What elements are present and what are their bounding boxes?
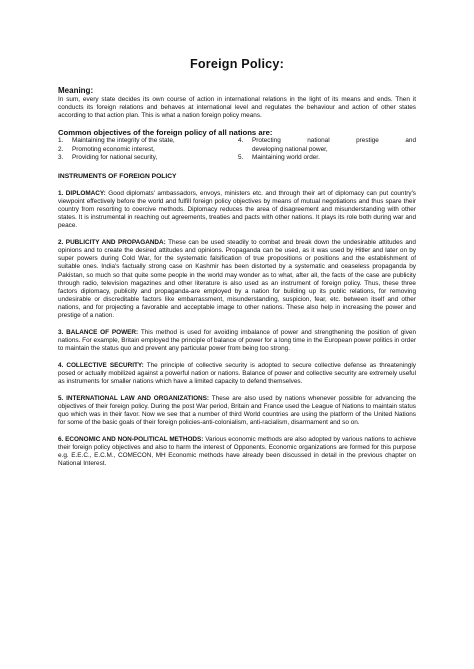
- instrument-paragraph-collective-security: [58, 362, 416, 386]
- instrument-label: 3. BALANCE OF POWER:: [58, 328, 139, 336]
- objectives-heading: Common objectives of the foreign policy of all nations are:: [58, 128, 273, 138]
- objective-number: 5.: [238, 153, 244, 161]
- instrument-text: Various economic methods are also adopted by various nations to achieve their foreign policy objectives and also to harm the interest of Opponents. Economic organizations are formed for this purpose e.g. E.E.C., E.C.M., COMECON, MH Economic methods have already been discussed in detail in the previous chapter on National Interest.: [58, 435, 416, 468]
- meaning-heading: Meaning:: [58, 86, 94, 95]
- meaning-text: In sum, every state decides its own course of action in international relations in the light of its means and ends. Then it conducts its foreign relations and behaves at international level and regulates the behaviour and action of other states according to that action plan. This is what a nation foreign policy means.: [58, 96, 416, 120]
- instrument-text: These are also used by nations whenever possible for advancing the objectives of their foreign policy. During the post War period, Britain and France used the League of Nations to maintain status quo which was in their favor. Now we see that a number of third World countries are using the platform of the United Nations for some of the basic goals of their foreign policies-anti-colonialism, anti-racialism, disarmament and so on.: [58, 394, 416, 427]
- objectives-list: [58, 137, 416, 161]
- objective-text: Protecting national prestige and: [252, 137, 416, 145]
- instrument-text: This method is used for avoiding imbalance of power and strengthening the position of given nations. For example, Britain employed the principle of balance of power for a long time in the European power politics in order to maintain the status quo and prevent any particular power from being too strong.: [58, 328, 416, 353]
- instrument-text: Good diplomats' ambassadors, envoys, ministers etc. and through their art of diplomacy can put country's viewpoint effectively before the world and fulfill foreign policy objectives by means of mutual negotiations and thus spare their country from resorting to coercive methods. Diplomacy reduces the area of disagreement and misunderstanding with other states. It is instrumental in reaching out agreements, treaties and pacts with other nations. It plays its role both during war and peace.: [58, 189, 416, 230]
- objective-item: [58, 146, 238, 154]
- objective-text: Providing for national security,: [72, 153, 158, 161]
- objective-item: [238, 137, 416, 145]
- objective-number: 2.: [58, 145, 64, 153]
- objective-item: [238, 146, 416, 154]
- instruments-heading: INSTRUMENTS OF FOREIGN POLICY: [58, 172, 177, 180]
- page-title: Foreign Policy:: [190, 57, 284, 71]
- instrument-text: These can be used steadily to combat and break down the undesirable attitudes and opinions and to create the desired attitudes and opinions. Propaganda can be used, as it was used by Hitler and later on by super powers during Cold War, for the systematic falsification of true propositions or positions and the establishment of suitable ones. India's factually strong case on Kashmir has been distorted by a systematic and ceaseless propaganda by Pakistan, so much so that quite some people in the world may wonder as to what, after all, the facts of the case are publicity through radio, television magazines and other literature is also used as an instrument of foreign policy. Thus, these three factors diplomacy, publicity and propaganda-are employed by a nation for building up its public relations, for removing undesirable or discreditable factors like embarrassment, misunderstanding, suspicion, fear, etc. between itself and other nations, and for projecting a favorable and acceptable image to other nations. These also help in increasing the power and prestige of a nation.: [58, 238, 416, 320]
- objective-item: [58, 137, 238, 145]
- objective-text: Maintaining the integrity of the state,: [72, 137, 175, 145]
- objective-text: Maintaining world order.: [252, 153, 320, 161]
- instrument-paragraph-diplomacy: [58, 190, 416, 231]
- objective-number: [238, 146, 252, 154]
- objective-text: Promoting economic interest,: [72, 145, 155, 153]
- instrument-label: 6. ECONOMIC AND NON-POLITICAL METHODS:: [58, 435, 204, 443]
- objective-item: [238, 154, 416, 162]
- instrument-label: 5. INTERNATIONAL LAW AND ORGANIZATIONS:: [58, 394, 210, 402]
- instrument-label: 1. DIPLOMACY:: [58, 189, 106, 197]
- objective-text: developing national power,: [252, 145, 328, 153]
- instrument-paragraph-balance-of-power: [58, 329, 416, 353]
- objective-number: 4.: [238, 137, 244, 145]
- instrument-paragraph-economic-methods: [58, 436, 416, 469]
- instrument-paragraph-publicity: [58, 239, 416, 321]
- objective-item: [58, 154, 238, 162]
- instrument-text: The principle of collective security is adopted to secure collective defense as threateningly posed or actually mobilized against a powerful nation or nations. Balance of power and collective security are extremely useful as instruments for smaller nations which have a limited capacity to defend themselves.: [58, 361, 416, 386]
- objective-number: 1.: [58, 137, 64, 145]
- instrument-label: 2. PUBLICITY AND PROPAGANDA:: [58, 238, 166, 246]
- objective-number: 3.: [58, 153, 64, 161]
- instrument-label: 4. COLLECTIVE SECURITY:: [58, 361, 144, 369]
- instrument-paragraph-international-law: [58, 395, 416, 428]
